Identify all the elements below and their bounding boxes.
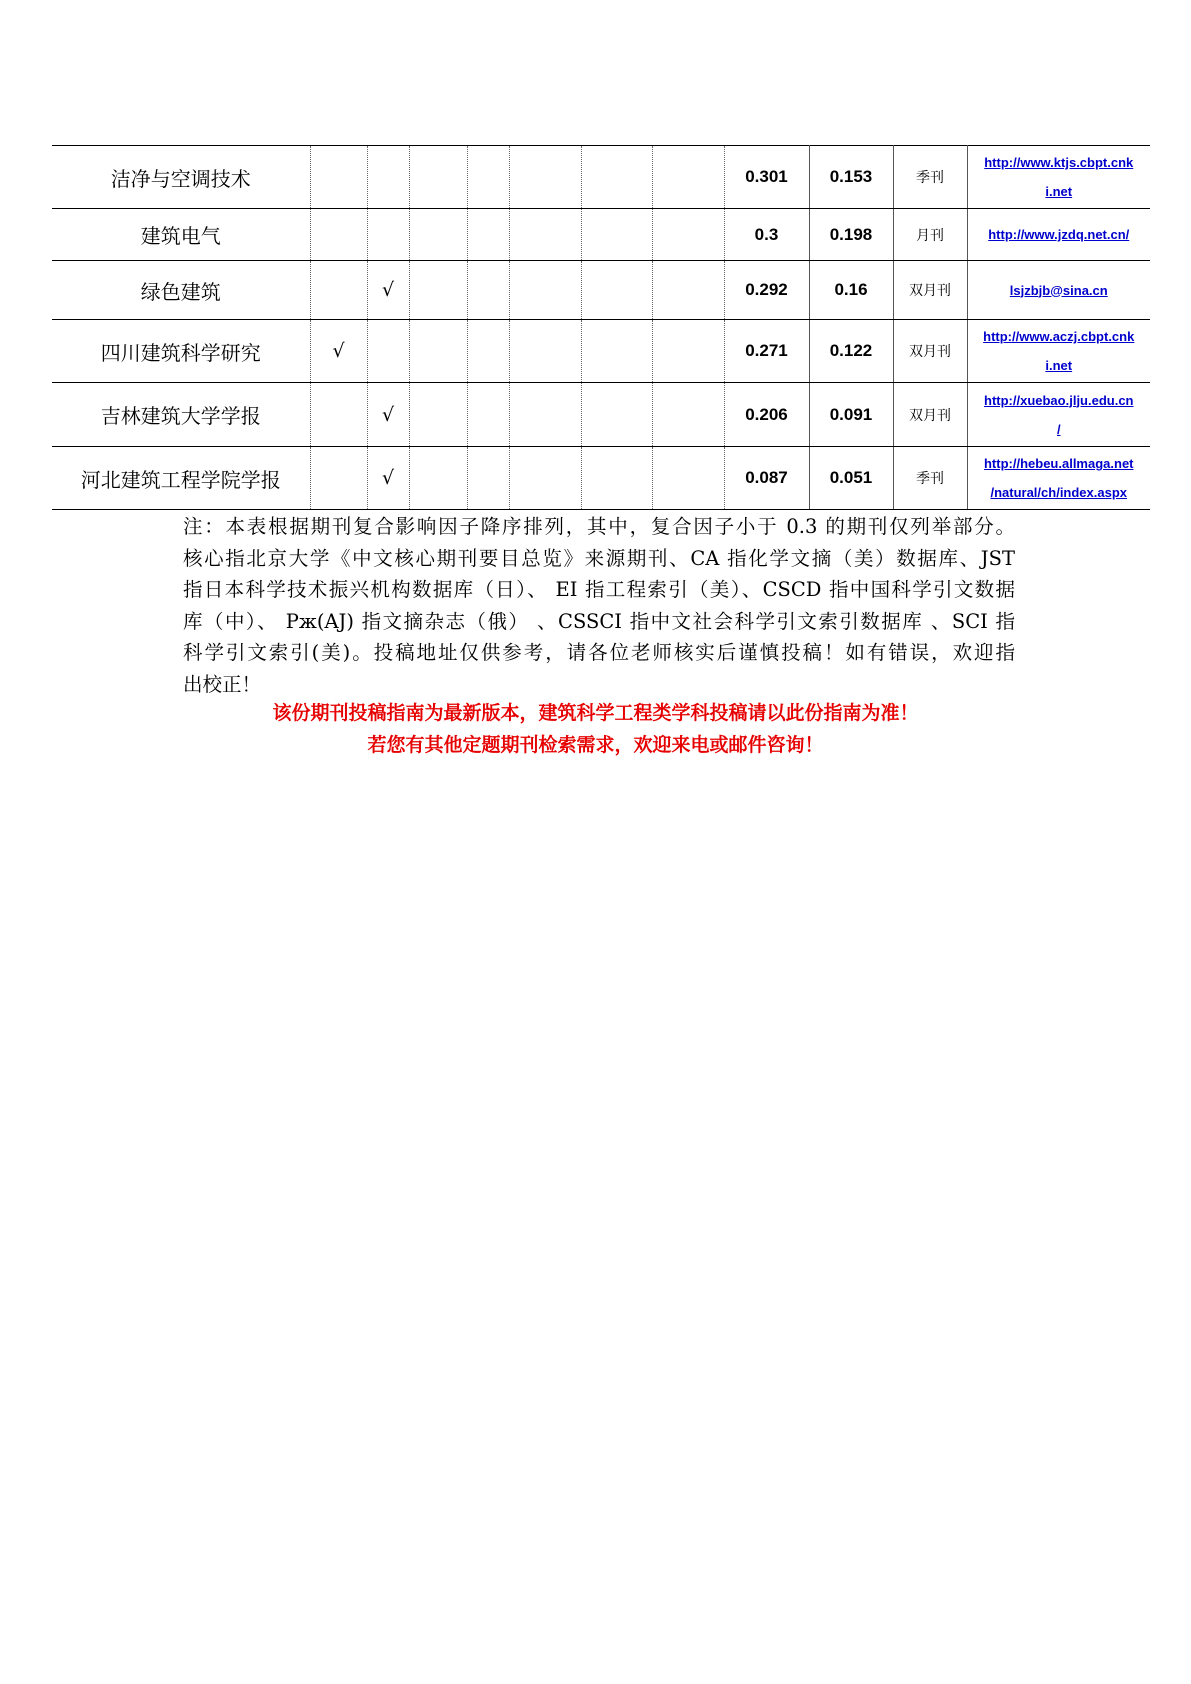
table-row (52, 209, 1150, 261)
impact-factor-1-cell: 0.206 (724, 383, 809, 447)
index-mark-cell (652, 383, 724, 447)
journal-name-cell: 建筑电气 (52, 209, 310, 261)
index-mark-cell (581, 261, 652, 320)
website-link[interactable]: http://www.aczj.cbpt.cnk (983, 329, 1135, 344)
frequency-cell: 月刊 (893, 209, 967, 261)
frequency-cell: 双月刊 (893, 261, 967, 320)
footnote-line: 科学引文索引(美)。投稿地址仅供参考，请各位老师核实后谨慎投稿！如有错误，欢迎指 (183, 641, 1015, 664)
website-link[interactable]: i.net (1045, 184, 1073, 199)
index-mark-cell (467, 261, 509, 320)
journal-table-body (52, 146, 1150, 510)
journal-name-cell: 河北建筑工程学院学报 (52, 447, 310, 510)
index-mark-cell (581, 383, 652, 447)
index-mark-cell (367, 320, 409, 383)
index-mark-cell (310, 146, 367, 209)
journal-name-cell: 四川建筑科学研究 (52, 320, 310, 383)
index-mark-cell (467, 383, 509, 447)
table-row (52, 261, 1150, 320)
index-mark-cell (310, 383, 367, 447)
impact-factor-1-cell: 0.292 (724, 261, 809, 320)
index-mark-cell (409, 261, 467, 320)
footnote-line: 库（中）、 Pж(AJ) 指文摘杂志（俄） 、CSSCI 指中文社会科学引文索引数据库 、SCI 指 (183, 609, 1015, 633)
website-link[interactable]: http://xuebao.jlju.edu.cn (984, 392, 1134, 408)
table-row (52, 320, 1150, 383)
journal-name-cell: 绿色建筑 (52, 261, 310, 320)
website-link[interactable]: i.net (1045, 358, 1073, 373)
impact-factor-1-cell: 0.271 (724, 320, 809, 383)
website-link[interactable]: http://hebeu.allmaga.net (983, 456, 1134, 471)
index-mark-cell (652, 447, 724, 510)
index-mark-cell (310, 209, 367, 261)
index-mark-cell (509, 320, 581, 383)
index-mark-cell (509, 447, 581, 510)
index-mark-cell (581, 447, 652, 510)
index-mark-cell (467, 209, 509, 261)
journal-name-cell: 洁净与空调技术 (52, 146, 310, 209)
journal-name-cell: 吉林建筑大学学报 (52, 383, 310, 447)
website-link[interactable]: / (1056, 421, 1061, 437)
index-mark-cell (581, 209, 652, 261)
table-row (52, 146, 1150, 209)
index-mark-cell (652, 209, 724, 261)
footnote-line: 注：本表根据期刊复合影响因子降序排列，其中，复合因子小于 0.3 的期刊仅列举部分。 (183, 515, 1015, 538)
contact-cell (967, 261, 1150, 320)
impact-factor-2-cell: 0.153 (809, 146, 893, 209)
website-link[interactable]: lsjzbjb@sina.cn (1009, 282, 1108, 298)
index-mark-cell: √ (367, 447, 409, 510)
index-mark-cell (409, 320, 467, 383)
index-mark-cell (409, 209, 467, 261)
index-mark-cell (509, 383, 581, 447)
footnote-line: 核心指北京大学《中文核心期刊要目总览》来源期刊、CA 指化学文摘（美）数据库、JST (183, 546, 1015, 570)
contact-cell (967, 383, 1150, 447)
red-notice (0, 697, 1191, 761)
footnote-line: 指日本科学技术振兴机构数据库（日）、 EI 指工程索引（美）、CSCD 指中国科学引文数据 (183, 578, 1015, 601)
impact-factor-2-cell: 0.051 (809, 447, 893, 510)
frequency-cell: 双月刊 (893, 383, 967, 447)
impact-factor-1-cell: 0.087 (724, 447, 809, 510)
index-mark-cell (509, 209, 581, 261)
notice-line: 若您有其他定题期刊检索需求，欢迎来电或邮件咨询！ (367, 734, 824, 756)
impact-factor-1-cell: 0.301 (724, 146, 809, 209)
index-mark-cell (409, 447, 467, 510)
index-mark-cell (310, 447, 367, 510)
index-mark-cell (467, 146, 509, 209)
index-mark-cell (367, 146, 409, 209)
index-mark-cell (467, 320, 509, 383)
index-mark-cell (509, 146, 581, 209)
index-mark-cell (310, 261, 367, 320)
index-mark-cell (409, 146, 467, 209)
index-mark-cell (652, 261, 724, 320)
index-mark-cell (367, 209, 409, 261)
table-row (52, 383, 1150, 447)
index-mark-cell (652, 146, 724, 209)
index-mark-cell (581, 320, 652, 383)
journal-table (52, 145, 1150, 510)
impact-factor-1-cell: 0.3 (724, 209, 809, 261)
impact-factor-2-cell: 0.091 (809, 383, 893, 447)
index-mark-cell (509, 261, 581, 320)
contact-cell (967, 146, 1150, 209)
index-mark-cell: √ (367, 383, 409, 447)
impact-factor-2-cell: 0.16 (809, 261, 893, 320)
index-mark-cell (652, 320, 724, 383)
impact-factor-2-cell: 0.198 (809, 209, 893, 261)
index-mark-cell: √ (367, 261, 409, 320)
notice-line: 该份期刊投稿指南为最新版本，建筑科学工程类学科投稿请以此份指南为准！ (272, 702, 919, 724)
index-mark-cell (409, 383, 467, 447)
table-footnote (183, 511, 1015, 700)
table-row (52, 447, 1150, 510)
contact-cell (967, 209, 1150, 261)
contact-cell (967, 447, 1150, 510)
contact-cell (967, 320, 1150, 383)
index-mark-cell (581, 146, 652, 209)
frequency-cell: 季刊 (893, 146, 967, 209)
frequency-cell: 双月刊 (893, 320, 967, 383)
index-mark-cell: √ (310, 320, 367, 383)
index-mark-cell (467, 447, 509, 510)
website-link[interactable]: http://www.ktjs.cbpt.cnk (984, 155, 1134, 170)
website-link[interactable]: http://www.jzdq.net.cn/ (988, 227, 1130, 242)
impact-factor-2-cell: 0.122 (809, 320, 893, 383)
frequency-cell: 季刊 (893, 447, 967, 510)
website-link[interactable]: /natural/ch/index.aspx (990, 485, 1128, 500)
footnote-line: 出校正！ (183, 672, 262, 696)
